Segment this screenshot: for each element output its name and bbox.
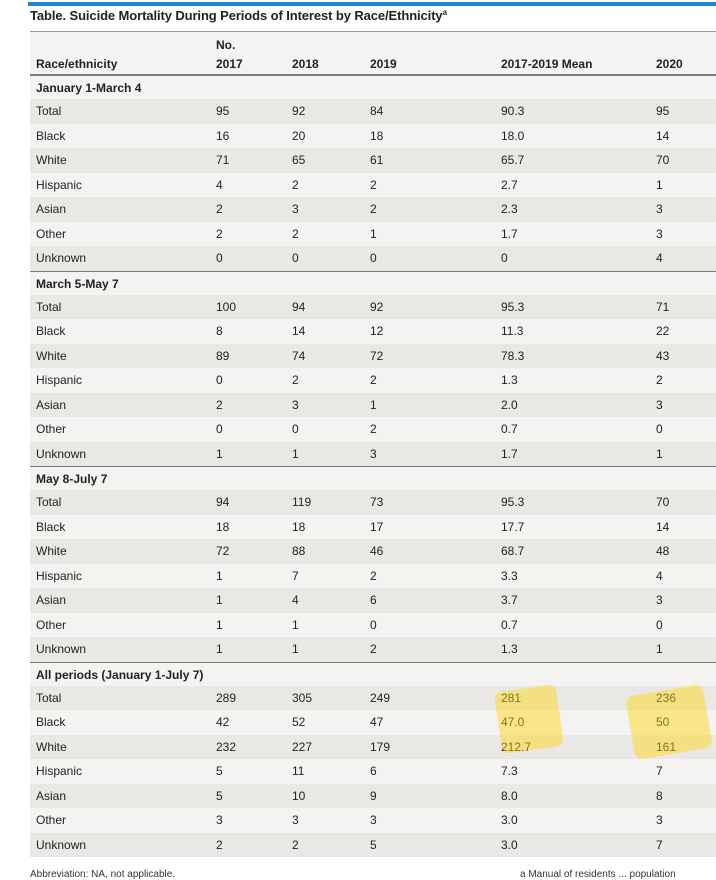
cell-2018: 18 [292,519,306,534]
cell-2017: 42 [216,715,230,730]
table-row [30,148,716,172]
cell-2017: 1 [216,642,223,657]
cell-2020: 161 [656,739,677,754]
cell-2020: 95 [656,104,670,119]
table-row [30,808,716,832]
cell-2018: 1 [292,642,299,657]
cell-2017: 89 [216,348,230,363]
row-label: White [36,153,67,168]
table-row [30,515,716,539]
cell-2017: 2 [216,837,223,852]
cell-2017: 289 [216,690,237,705]
cell-2020: 70 [656,153,670,168]
row-label: Asian [36,202,67,217]
cell-2020: 0 [656,422,663,437]
cell-2019: 84 [370,104,384,119]
cell-2019: 2 [370,373,377,388]
cell-2017: 1 [216,617,223,632]
title-top-rule [28,2,716,6]
cell-2019: 47 [370,715,384,730]
table-row [30,173,716,197]
cell-2018: 14 [292,324,306,339]
cell-2019: 92 [370,299,384,314]
cell-2017: 3 [216,813,223,828]
row-label: Hispanic [36,764,83,779]
table-row [30,222,716,246]
header-group-label: No. [216,38,236,52]
header-col-2020: 2020 [656,57,683,71]
cell-2019: 6 [370,593,377,608]
row-label: White [36,739,67,754]
table-row [30,99,716,123]
cell-2020: 4 [656,251,663,266]
cell-mean: 1.7 [501,446,518,461]
row-label: Asian [36,788,67,803]
cell-2017: 16 [216,128,230,143]
row-label: Unknown [36,446,87,461]
cell-2019: 2 [370,202,377,217]
cell-2019: 73 [370,495,384,510]
header-row-label: Race/ethnicity [36,57,118,71]
row-label: Total [36,690,62,705]
cell-2020: 43 [656,348,670,363]
row-label: Hispanic [36,568,83,583]
footer-right: a Manual of residents ... population [520,869,676,880]
table-row [30,246,716,270]
cell-2020: 3 [656,202,663,217]
cell-2017: 2 [216,202,223,217]
cell-2017: 1 [216,593,223,608]
cell-mean: 212.7 [501,739,532,754]
cell-2020: 3 [656,813,663,828]
row-label: Hispanic [36,373,83,388]
cell-mean: 1.7 [501,226,518,241]
table-row [30,735,716,759]
row-label: Total [36,299,62,314]
cell-mean: 8.0 [501,788,518,803]
cell-mean: 65.7 [501,153,525,168]
cell-2017: 94 [216,495,230,510]
table-row [30,442,716,466]
cell-2018: 2 [292,226,299,241]
cell-2020: 2 [656,373,663,388]
cell-2017: 8 [216,324,223,339]
section-header-row [30,75,716,99]
table-row [30,539,716,563]
row-label: Asian [36,397,67,412]
cell-mean: 3.0 [501,837,518,852]
cell-2018: 0 [292,422,299,437]
table-row [30,344,716,368]
header-row-columns [30,54,716,75]
section-label: March 5-May 7 [36,276,119,291]
cell-2020: 7 [656,837,663,852]
header-col-2019: 2019 [370,57,397,71]
cell-mean: 0 [501,251,508,266]
cell-2017: 71 [216,153,230,168]
cell-2018: 2 [292,177,299,192]
table-title-text: Table. Suicide Mortality During Periods of Interest by Race/Ethnicity [30,8,443,23]
table-row [30,490,716,514]
header-row-group [30,32,716,54]
table-row [30,613,716,637]
cell-2018: 7 [292,568,299,583]
cell-2019: 2 [370,422,377,437]
cell-2018: 88 [292,544,306,559]
table-row [30,417,716,441]
cell-2017: 5 [216,764,223,779]
cell-mean: 1.3 [501,373,518,388]
section-label: May 8-July 7 [36,472,108,486]
header-col-2017: 2017 [216,57,243,71]
table-row [30,564,716,588]
cell-2019: 2 [370,568,377,583]
cell-mean: 17.7 [501,519,525,534]
cell-2019: 1 [370,226,377,241]
cell-mean: 78.3 [501,348,525,363]
cell-2020: 50 [656,715,670,730]
cell-2019: 3 [370,446,377,461]
table-row [30,637,716,661]
cell-2017: 0 [216,422,223,437]
cell-2018: 20 [292,128,306,143]
cell-2020: 1 [656,642,663,657]
cell-2019: 72 [370,348,384,363]
cell-2019: 2 [370,177,377,192]
table-row [30,588,716,612]
cell-2018: 1 [292,446,299,461]
row-label: Hispanic [36,177,83,192]
cell-2020: 1 [656,177,663,192]
row-label: Unknown [36,642,87,657]
cell-2020: 3 [656,593,663,608]
cell-2019: 0 [370,251,377,266]
cell-2018: 227 [292,739,313,754]
row-label: Total [36,495,62,510]
row-label: Black [36,519,66,534]
row-label: Black [36,324,66,339]
cell-2019: 1 [370,397,377,412]
footer-left: Abbreviation: NA, not applicable. [30,869,176,880]
cell-2017: 5 [216,788,223,803]
row-label: Other [36,226,67,241]
cell-2018: 2 [292,837,299,852]
cell-2018: 92 [292,104,306,119]
cell-2018: 52 [292,715,306,730]
cell-mean: 47.0 [501,715,525,730]
cell-2019: 0 [370,617,377,632]
cell-2020: 48 [656,544,670,559]
cell-mean: 11.3 [501,324,524,339]
cell-mean: 3.3 [501,568,518,583]
cell-2019: 46 [370,544,384,559]
cell-2018: 3 [292,202,299,217]
cell-mean: 281 [501,690,522,705]
section-label: All periods (January 1-July 7) [36,667,204,682]
cell-2019: 9 [370,788,377,803]
cell-2020: 71 [656,299,670,314]
cell-2019: 18 [370,128,384,143]
cell-2017: 18 [216,519,230,534]
cell-2020: 3 [656,226,663,241]
cell-2019: 61 [370,153,384,168]
cell-2019: 2 [370,642,377,657]
data-table [30,31,716,857]
section-header-row [30,466,716,490]
cell-2020: 0 [656,617,663,632]
cell-2018: 1 [292,617,299,632]
table-row [30,784,716,808]
cell-2020: 14 [656,128,670,143]
table-row [30,710,716,734]
row-label: White [36,348,67,363]
section-header-row [30,271,716,295]
row-label: Asian [36,593,67,608]
table-row [30,124,716,148]
row-label: Other [36,617,67,632]
cell-2019: 12 [370,324,384,339]
row-label: Other [36,813,67,828]
cell-2018: 11 [292,764,305,779]
cell-2018: 305 [292,690,313,705]
cell-2017: 2 [216,397,223,412]
cell-2019: 179 [370,739,391,754]
cell-2018: 65 [292,153,306,168]
table-row [30,368,716,392]
cell-2020: 70 [656,495,670,510]
cell-2017: 1 [216,568,223,583]
cell-2017: 95 [216,104,230,119]
cell-2017: 1 [216,446,223,461]
cell-2018: 3 [292,813,299,828]
table-row [30,759,716,783]
cell-2020: 22 [656,324,670,339]
row-label: Total [36,104,62,119]
cell-mean: 68.7 [501,544,525,559]
table-row [30,319,716,343]
row-label: Other [36,422,67,437]
cell-mean: 2.3 [501,202,518,217]
cell-2019: 5 [370,837,377,852]
cell-2020: 7 [656,764,663,779]
table-row [30,686,716,710]
cell-mean: 95.3 [501,299,525,314]
cell-2018: 10 [292,788,306,803]
cell-mean: 90.3 [501,104,525,119]
cell-2017: 100 [216,299,237,314]
row-label: Unknown [36,251,87,266]
cell-2017: 232 [216,739,237,754]
cell-2020: 1 [656,446,663,461]
cell-mean: 2.0 [501,397,518,412]
cell-2018: 0 [292,251,299,266]
title-footnote-mark: a [442,8,447,17]
cell-2018: 119 [292,495,312,510]
table-row [30,833,716,857]
cell-2017: 2 [216,226,223,241]
cell-2018: 3 [292,397,299,412]
section-header-row [30,662,716,686]
cell-2020: 8 [656,788,663,803]
cell-mean: 18.0 [501,128,525,143]
cell-2017: 0 [216,373,223,388]
cell-2020: 3 [656,397,663,412]
cell-mean: 0.7 [501,422,518,437]
cell-2018: 94 [292,299,306,314]
table-title [30,8,716,23]
row-label: Unknown [36,837,87,852]
row-label: Black [36,128,66,143]
cell-2019: 6 [370,764,377,779]
table-row [30,197,716,221]
table-row [30,393,716,417]
row-label: White [36,544,67,559]
cell-mean: 3.0 [501,813,518,828]
cell-mean: 0.7 [501,617,518,632]
cell-2018: 74 [292,348,306,363]
cell-2020: 236 [656,690,677,705]
row-label: Black [36,715,66,730]
table-body [30,75,716,857]
header-col-2018: 2018 [292,57,319,71]
cell-2019: 17 [370,519,384,534]
cell-2020: 14 [656,519,670,534]
header-col-mean: 2017-2019 Mean [501,57,593,71]
cell-2017: 4 [216,177,223,192]
section-label: January 1-March 4 [36,81,142,95]
cell-mean: 95.3 [501,495,525,510]
cell-2020: 4 [656,568,663,583]
cell-mean: 3.7 [501,593,518,608]
table-row [30,295,716,319]
cell-2019: 3 [370,813,377,828]
cell-mean: 7.3 [501,764,518,779]
cell-2017: 0 [216,251,223,266]
cell-2017: 72 [216,544,230,559]
cell-2018: 4 [292,593,299,608]
cell-2019: 249 [370,690,391,705]
cell-2018: 2 [292,373,299,388]
cell-mean: 1.3 [501,642,518,657]
cell-mean: 2.7 [501,177,518,192]
